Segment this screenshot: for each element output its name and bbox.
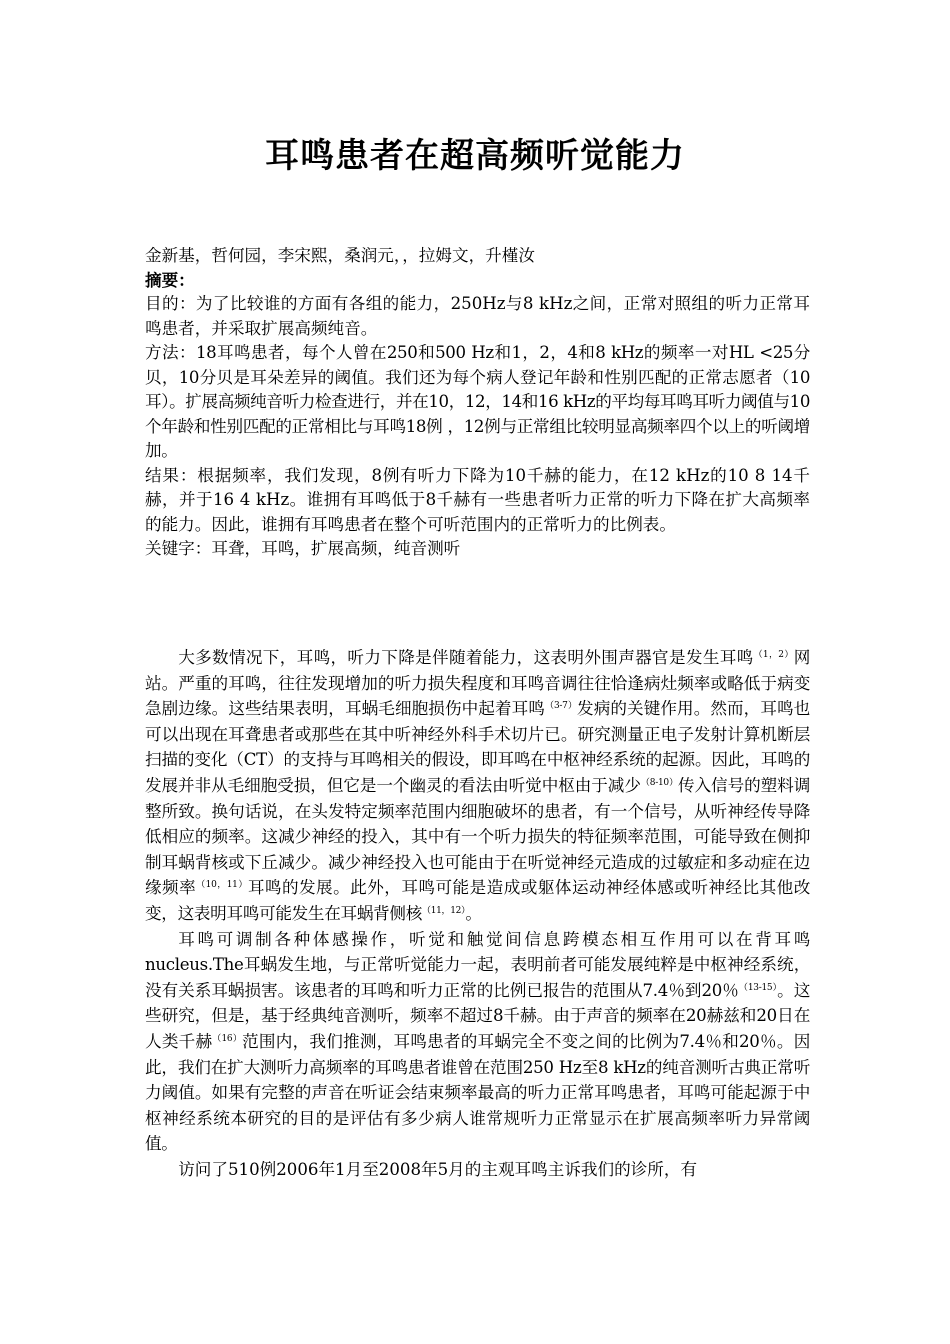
body-paragraph: 大多数情况下，耳鸣，听力下降是伴随着能力，这表明外围声器官是发生耳鸣$^{(1,2)}$网站。严重的耳鸣，往往发现增加的听力损失程度和耳鸣音调往往恰逢病灶频率或略低于病变急剧边缘。这些结果表明，耳蜗毛细胞损伤中起着耳鸣$^{(3-7)}$发病的关键作用。然而，耳鸣也可以出现在耳聋患者或那些在其中听神经外科手术切片已。研究测量正电子发射计算机断层扫描的变化（CT）的支持与耳鸣相关的假设，即耳鸣在中枢神经系统的起源。因此，耳鸣的发展并非从毛细胞受损，但它是一个幽灵的看法由听觉中枢由于减少$^{(8-10)}$传入信号的塑料调整所致。换句话说，在头发特定频率范围内细胞破坏的患者，有一个信号，从听神经传导降低相应的频率。这减少神经的投入，其中有一个听力损失的特征频率范围，可能导致在侧抑制耳蜗背核或下丘减少。减少神经投入也可能由于在听觉神经元造成的过敏症和多动症在边缘频率$^{(10,11)}$耳鸣的发展。此外，耳鸣可能是造成或躯体运动神经体感或听神经比其他改变，这表明耳鸣可能发生在耳蜗背侧核$^{(11,12)}$。 <box>145 648 810 923</box>
abstract-methods: 方法：18耳鸣患者，每个人曾在250和500 Hz和1，2，4和8 kHz的频率一对HL <25分贝，10分贝是耳朵差异的阈值。我们还为每个病人登记年龄和性别匹配的正常志愿者（10耳）。扩展高频纯音听力检查进行，并在10，12，14和16 kHz的平均每耳鸣耳听力阈值与10个年龄和性别匹配的正常相比与耳鸣18例 ，12例与正常组比较明显高频率四个以上的听阈增加。 <box>145 343 810 460</box>
citation: （13-15） <box>738 982 778 993</box>
abstract-label: 摘要： <box>145 270 195 290</box>
abstract-objective: 目的：为了比较谁的方面有各组的能力，250Hz与8 kHz之间，正常对照组的听力正常耳鸣患者，并采取扩展高频纯音。 <box>145 294 810 338</box>
abstract-section <box>145 244 810 562</box>
citation: （1，2） <box>753 650 794 660</box>
citation: （16） <box>212 1033 243 1044</box>
keywords: 关键字：耳聋，耳鸣，扩展高频，纯音测听 <box>145 539 461 558</box>
body-section <box>145 645 810 1182</box>
body-paragraph: 耳鸣可调制各种体感操作，听觉和触觉间信息跨模态相互作用可以在背耳鸣nucleus.The耳蜗发生地，与正常听觉能力一起，表明前者可能发展纯粹是中枢神经系统，没有关系耳蜗损害。该患者的耳鸣和听力正常的比例已报告的范围从7.4％到20％$^{(13-15)}$。这些研究，但是，基于经典纯音测听，频率不超过8千赫。由于声音的频率在20赫兹和20日在人类千赫$^{(16)}$范围内，我们推测，耳鸣患者的耳蜗完全不变之间的比例为7.4％和20％。因此，我们在扩大测听力高频率的耳鸣患者谁曾在范围250 Hz至8 kHz的纯音测听古典正常听力阈值。如果有完整的声音在听证会结束频率最高的听力正常耳鸣患者，耳鸣可能起源于中枢神经系统本研究的目的是评估有多少病人谁常规听力正常显示在扩展高频率听力异常阈值。 <box>145 929 810 1154</box>
citation: （3-7） <box>544 701 578 712</box>
citation: （11，12） <box>422 905 466 916</box>
document-title: 耳鸣患者在超高频听觉能力 <box>265 136 685 176</box>
abstract-results: 结果：根据频率，我们发现，8例有听力下降为10千赫的能力，在12 kHz的10 8 14千赫，并于16 4 kHz。谁拥有耳鸣低于8千赫有一些患者听力正常的听力下降在扩大高频率的能力。因此，谁拥有耳鸣患者在整个可听范围内的正常听力的比例表。 <box>145 465 810 534</box>
author-list: 金新基，哲何园，李宋熙，桑润元，，拉姆文，升槿汝 <box>145 246 535 265</box>
citation: （10，11） <box>196 880 248 891</box>
body-paragraph: 访问了510例2006年1月至2008年5月的主观耳鸣主诉我们的诊所，有 <box>178 1159 698 1179</box>
citation: （8-10） <box>640 777 678 788</box>
